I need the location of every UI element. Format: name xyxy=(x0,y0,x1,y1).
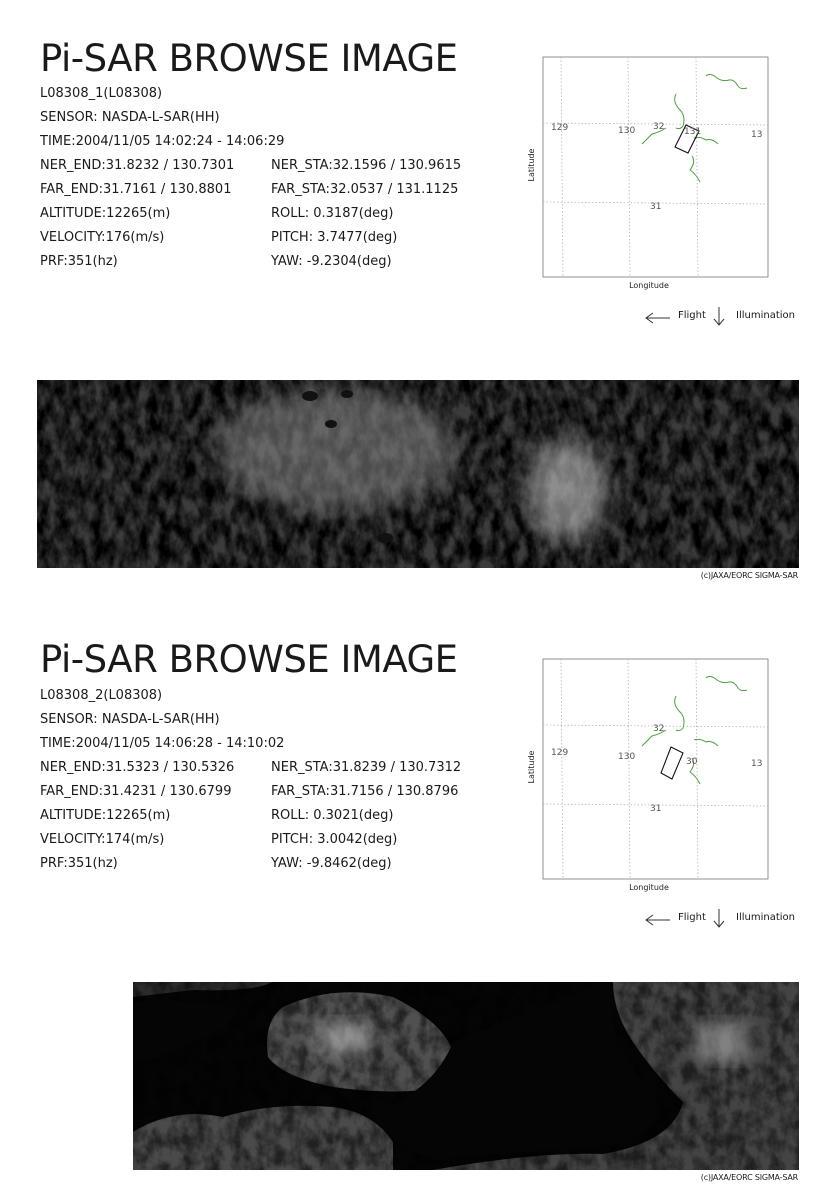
illumination-label: Illumination xyxy=(736,310,795,321)
prf-value: PRF:351(hz) xyxy=(40,856,118,871)
far-end-coord: FAR_END:31.7161 / 130.8801 xyxy=(40,182,232,197)
illumination-arrow-icon xyxy=(711,306,727,328)
map-x-axis-label: Longitude xyxy=(629,281,669,290)
map-y-axis-label: Latitude xyxy=(527,148,536,182)
lon-label-130: 130 xyxy=(618,752,636,762)
far-start-coord: FAR_STA:31.7156 / 130.8796 xyxy=(271,784,459,799)
page-title: Pi-SAR BROWSE IMAGE xyxy=(40,638,458,681)
flight-arrow-icon xyxy=(644,912,674,928)
lat-label-31: 31 xyxy=(650,202,662,212)
lon-label-132: 13 xyxy=(751,130,763,140)
flight-arrow-icon xyxy=(644,310,674,326)
lat-label-31: 31 xyxy=(650,804,662,814)
lon-label-131: 131 xyxy=(684,127,702,137)
altitude-value: ALTITUDE:12265(m) xyxy=(40,206,171,221)
lon-label-129: 129 xyxy=(551,123,569,133)
lat-label-32: 32 xyxy=(653,724,665,734)
sensor-info: SENSOR: NASDA-L-SAR(HH) xyxy=(40,110,220,125)
lon-label-132: 13 xyxy=(751,759,763,769)
velocity-value: VELOCITY:176(m/s) xyxy=(40,230,165,245)
map-frame xyxy=(543,659,768,879)
roll-value: ROLL: 0.3021(deg) xyxy=(271,808,394,823)
sensor-info: SENSOR: NASDA-L-SAR(HH) xyxy=(40,712,220,727)
flight-label: Flight xyxy=(678,912,706,923)
lon-label-130: 130 xyxy=(618,126,636,136)
sar-image-strip xyxy=(37,380,799,568)
map-x-axis-label: Longitude xyxy=(629,883,669,892)
pitch-value: PITCH: 3.0042(deg) xyxy=(271,832,398,847)
sar-image-strip xyxy=(133,982,799,1170)
illumination-label: Illumination xyxy=(736,912,795,923)
map-frame xyxy=(543,57,768,277)
velocity-value: VELOCITY:174(m/s) xyxy=(40,832,165,847)
location-map xyxy=(520,52,782,296)
yaw-value: YAW: -9.8462(deg) xyxy=(271,856,392,871)
near-start-coord: NER_STA:32.1596 / 130.9615 xyxy=(271,158,462,173)
roll-value: ROLL: 0.3187(deg) xyxy=(271,206,394,221)
map-y-axis-label: Latitude xyxy=(527,750,536,784)
lon-label-131: 30 xyxy=(686,757,698,767)
pitch-value: PITCH: 3.7477(deg) xyxy=(271,230,398,245)
illumination-arrow-icon xyxy=(711,908,727,930)
far-end-coord: FAR_END:31.4231 / 130.6799 xyxy=(40,784,232,799)
far-start-coord: FAR_STA:32.0537 / 131.1125 xyxy=(271,182,459,197)
acquisition-time: TIME:2004/11/05 14:02:24 - 14:06:29 xyxy=(40,134,285,149)
acquisition-time: TIME:2004/11/05 14:06:28 - 14:10:02 xyxy=(40,736,285,751)
near-start-coord: NER_STA:31.8239 / 130.7312 xyxy=(271,760,462,775)
image-credit: (c)JAXA/EORC SIGMA-SAR xyxy=(700,571,798,580)
page-title: Pi-SAR BROWSE IMAGE xyxy=(40,37,458,80)
near-end-coord: NER_END:31.8232 / 130.7301 xyxy=(40,158,235,173)
prf-value: PRF:351(hz) xyxy=(40,254,118,269)
scene-id: L08308_1(L08308) xyxy=(40,86,163,101)
flight-label: Flight xyxy=(678,310,706,321)
location-map xyxy=(520,654,782,898)
near-end-coord: NER_END:31.5323 / 130.5326 xyxy=(40,760,235,775)
lon-label-129: 129 xyxy=(551,748,569,758)
yaw-value: YAW: -9.2304(deg) xyxy=(271,254,392,269)
scene-id: L08308_2(L08308) xyxy=(40,688,163,703)
altitude-value: ALTITUDE:12265(m) xyxy=(40,808,171,823)
image-credit: (c)JAXA/EORC SIGMA-SAR xyxy=(700,1173,798,1182)
lat-label-32: 32 xyxy=(653,122,665,132)
